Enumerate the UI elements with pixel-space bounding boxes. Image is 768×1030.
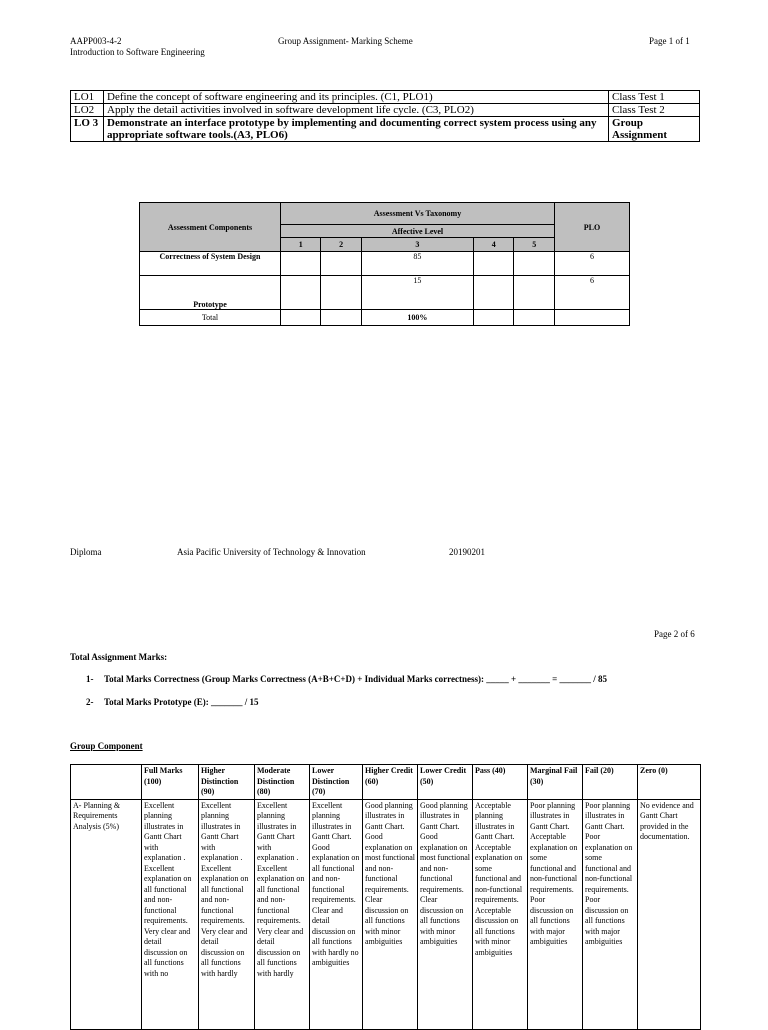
rubric-header: Higher Credit (60)	[363, 765, 418, 800]
component-value: 85	[361, 252, 473, 276]
page2-number: Page 2 of 6	[654, 629, 695, 639]
affective-level-header: Affective Level	[281, 225, 555, 238]
rubric-header: Zero (0)	[638, 765, 701, 800]
lo-row	[71, 117, 700, 142]
component-plo: 6	[555, 252, 630, 276]
plo-header: PLO	[555, 203, 630, 252]
footer-center: Asia Pacific University of Technology & Innovation	[177, 547, 366, 557]
lo-code: LO1	[71, 91, 104, 104]
lo-row	[71, 91, 700, 104]
rubric-header: Full Marks (100)	[142, 765, 199, 800]
rubric-cell: Good planning illustrates in Gantt Chart. Good explanation on most functional and non-functional requirements. Clear discussion on all functions with minor ambiguities	[363, 799, 418, 1029]
assessment-table	[139, 202, 630, 326]
rubric-header: Lower Distinction (70)	[310, 765, 363, 800]
page-number: Page 1 of 1	[649, 36, 690, 46]
assessment-row	[140, 252, 630, 276]
rubric-cell: Poor planning illustrates in Gantt Chart. Acceptable explanation on some functional and non-functional requirements. Poor discussion on all functions with major ambiguities	[528, 799, 583, 1029]
components-header: Assessment Components	[140, 203, 281, 252]
footer-left: Diploma	[70, 547, 102, 557]
level-5: 5	[514, 238, 555, 252]
component-plo: 6	[555, 276, 630, 310]
total-marks-heading: Total Assignment Marks:	[70, 652, 168, 662]
rubric-cell: Good planning illustrates in Gantt Chart. Good explanation on most functional and non-functional requirements. Clear discussion on all functions with minor ambiguities	[418, 799, 473, 1029]
rubric-header: Pass (40)	[473, 765, 528, 800]
item1-number: 1-	[86, 674, 94, 684]
lo-text: Define the concept of software engineering and its principles. (C1, PLO1)	[104, 91, 609, 104]
rubric-header-row	[71, 765, 701, 800]
module-name: Introduction to Software Engineering	[70, 47, 205, 57]
total-row	[140, 310, 630, 326]
rubric-header-blank	[71, 765, 142, 800]
component-name: Correctness of System Design	[140, 252, 281, 276]
rubric-cell: Acceptable planning illustrates in Gantt Chart. Acceptable explanation on some functional and non-functional requirements. Acceptable discussion on all functions with minor ambiguities	[473, 799, 528, 1029]
rubric-cell: Excellent planning illustrates in Gantt Chart with explanation . Excellent explanation on all functional and non-functional requirements. Very clear and detail discussion on all functions with hardly	[199, 799, 255, 1029]
doc-title: Group Assignment- Marking Scheme	[278, 36, 413, 46]
item1-text: Total Marks Correctness (Group Marks Correctness (A+B+C+D) + Individual Marks correctness): _____ + _______ = _______ / 85	[104, 674, 607, 684]
taxonomy-header: Assessment Vs Taxonomy	[281, 203, 555, 225]
rubric-cell: Excellent planning illustrates in Gantt Chart with explanation . Excellent explanation on all functional and non-functional requirements. Very clear and detail discussion on all functions with no	[142, 799, 199, 1029]
level-3: 3	[361, 238, 473, 252]
rubric-header: Lower Credit (50)	[418, 765, 473, 800]
total-label: Total	[140, 310, 281, 326]
lo-assessment: Group Assignment	[609, 117, 700, 142]
component-value: 15	[361, 276, 473, 310]
rubric-header: Marginal Fail (30)	[528, 765, 583, 800]
rubric-cell: Poor planning illustrates in Gantt Chart. Poor explanation on some functional and non-functional requirements. Poor discussion on all functions with major ambiguities	[583, 799, 638, 1029]
lo-assessment: Class Test 1	[609, 91, 700, 104]
rubric-cell: Excellent planning illustrates in Gantt Chart. Good explanation on all functional and non-functional requirements. Clear and detail discussion on all functions with hardly no ambiguities	[310, 799, 363, 1029]
rubric-cell: Excellent planning illustrates in Gantt Chart with explanation . Excellent explanation on all functional and non-functional requirements. Very clear and detail discussion on all functions with hardly	[255, 799, 310, 1029]
level-1: 1	[281, 238, 321, 252]
level-2: 2	[321, 238, 361, 252]
item2-number: 2-	[86, 697, 94, 707]
lo-text: Apply the detail activities involved in software development life cycle. (C3, PLO2)	[104, 104, 609, 117]
learning-outcomes-table	[70, 90, 700, 142]
total-value: 100%	[361, 310, 473, 326]
level-4: 4	[474, 238, 514, 252]
item2-text: Total Marks Prototype (E): _______ / 15	[104, 697, 259, 707]
footer-right: 20190201	[449, 547, 485, 557]
group-component-heading: Group Component	[70, 741, 143, 751]
lo-code: LO 3	[71, 117, 104, 142]
lo-code: LO2	[71, 104, 104, 117]
rubric-header: Higher Distinction (90)	[199, 765, 255, 800]
lo-assessment: Class Test 2	[609, 104, 700, 117]
assessment-row	[140, 276, 630, 310]
component-name: Prototype	[140, 276, 281, 310]
lo-row	[71, 104, 700, 117]
rubric-header: Moderate Distinction (80)	[255, 765, 310, 800]
rubric-row	[71, 799, 701, 1029]
rubric-table	[70, 764, 701, 1030]
rubric-row-label: A- Planning & Requirements Analysis (5%)	[71, 799, 142, 1029]
doc-code: AAPP003-4-2	[70, 36, 122, 46]
lo-text: Demonstrate an interface prototype by implementing and documenting correct system process using any appropriate software tools.(A3, PLO6)	[104, 117, 609, 142]
rubric-header: Fail (20)	[583, 765, 638, 800]
rubric-cell: No evidence and Gantt Chart provided in the documentation.	[638, 799, 701, 1029]
